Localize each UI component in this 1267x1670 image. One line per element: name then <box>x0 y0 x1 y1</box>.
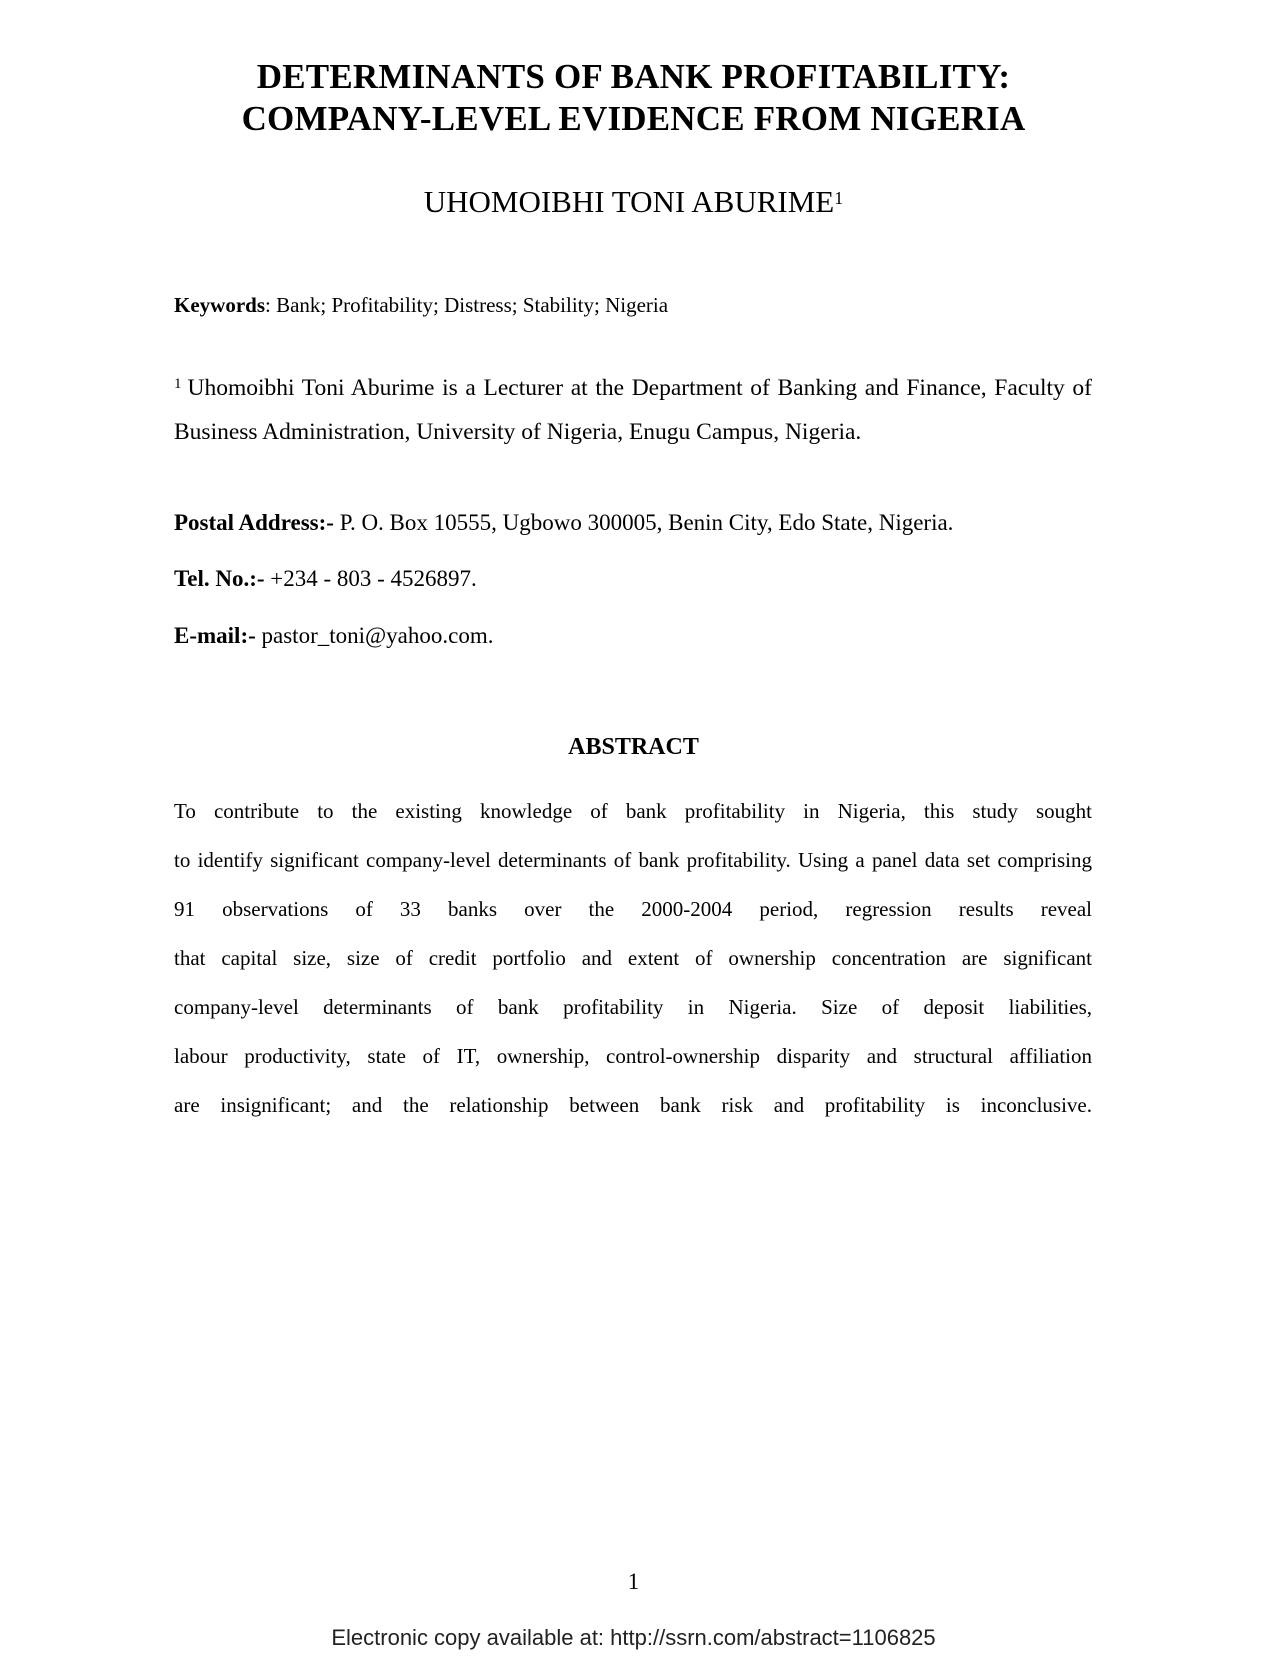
abstract-line: are insignificant; and the relationship between bank risk and profitability is inconclusive. <box>174 1093 1092 1117</box>
paper-title <box>0 56 1267 140</box>
footnote-mark: 1 <box>174 376 182 392</box>
keywords <box>174 290 1092 320</box>
title-line-1: DETERMINANTS OF BANK PROFITABILITY: <box>256 57 1011 96</box>
abstract-line: company-level determinants of bank profitability in Nigeria. Size of deposit liabilities, <box>174 995 1092 1019</box>
postal-value: P. O. Box 10555, Ugbowo 300005, Benin City, Edo State, Nigeria. <box>333 510 954 535</box>
author-footnote <box>174 366 1092 454</box>
abstract-line: 91 observations of 33 banks over the 2000-2004 period, regression results reveal <box>174 897 1092 921</box>
author-name <box>0 182 1267 222</box>
email-value: pastor_toni@yahoo.com. <box>255 623 494 648</box>
keywords-text: : Bank; Profitability; Distress; Stability; Nigeria <box>265 293 669 317</box>
page-number: 1 <box>627 1569 640 1594</box>
author-text: UHOMOIBHI TONI ABURIME <box>423 184 835 219</box>
email-label: E-mail:- <box>174 623 256 648</box>
title-line-2: COMPANY-LEVEL EVIDENCE FROM NIGERIA <box>241 99 1026 138</box>
keywords-label: Keywords <box>174 293 265 317</box>
ssrn-notice: Electronic copy available at: http://ssrn.com/abstract=1106825 <box>331 1625 936 1650</box>
abstract-line: labour productivity, state of IT, ownership, control-ownership disparity and structural affiliation <box>174 1044 1092 1068</box>
abstract-line: to identify significant company-level determinants of bank profitability. Using a panel data set comprising <box>174 848 1092 872</box>
postal-label: Postal Address:- <box>174 510 334 535</box>
tel-label: Tel. No.:- <box>174 566 265 591</box>
email <box>174 621 1092 651</box>
author-footnote-mark: 1 <box>834 188 844 208</box>
abstract-line: that capital size, size of credit portfolio and extent of ownership concentration are significant <box>174 946 1092 970</box>
footnote-text: Uhomoibhi Toni Aburime is a Lecturer at the Department of Banking and Finance, Faculty of Business Administration, University of Nigeria, Enugu Campus, Nigeria. <box>174 375 1092 445</box>
abstract-heading: ABSTRACT <box>568 734 699 760</box>
telephone <box>174 564 1092 594</box>
abstract-body <box>174 787 1092 1130</box>
tel-value: +234 - 803 - 4526897. <box>264 566 477 591</box>
postal-address <box>174 508 1092 538</box>
abstract-line: To contribute to the existing knowledge of bank profitability in Nigeria, this study sought <box>174 799 1092 823</box>
